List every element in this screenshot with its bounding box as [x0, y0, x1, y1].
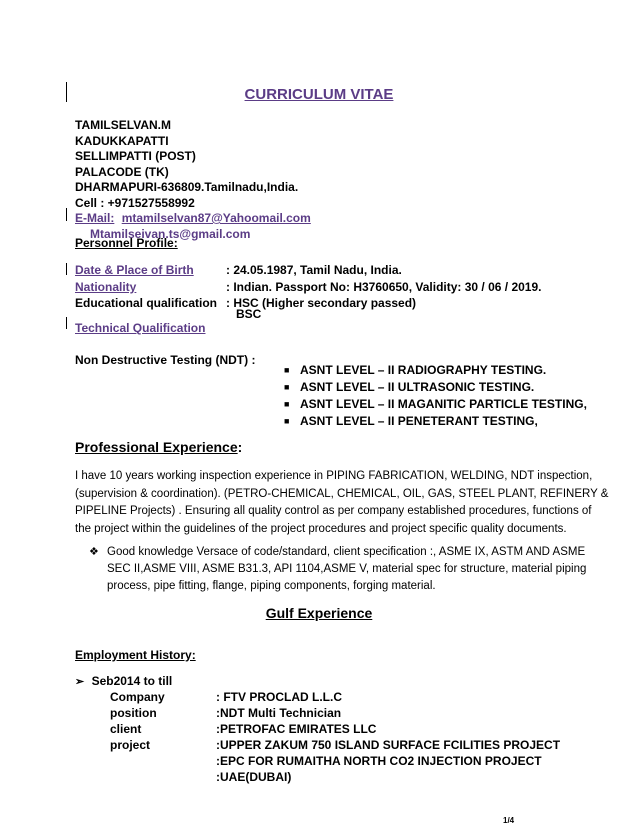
paragraph-line: the project within the guidelines of the project procedures and project specific quality documents.	[75, 522, 567, 535]
paragraph-line: PIPELINE Projects) . Ensuring all quality control as per company established procedures, functions of	[75, 505, 592, 517]
knowledge-line: SEC II,ASME VIII, ASME B31.3, API 1104,ASME V, material spec for structure, material piping	[107, 563, 587, 575]
position-value: :NDT Multi Technician	[216, 706, 342, 720]
nationality-value: : Indian. Passport No: H3760650, Validity: 30 / 06 / 2019.	[226, 280, 542, 294]
arrow-bullet-icon: ➢	[75, 676, 85, 688]
project-value-3: :UAE(DUBAI)	[216, 770, 292, 784]
paragraph-line: (supervision & coordination). (PETRO-CHEMICAL, CHEMICAL, OIL, GAS, STEEL PLANT, REFINERY &	[75, 487, 609, 500]
nationality-label: Nationality	[75, 280, 137, 294]
professional-paragraph	[75, 468, 609, 538]
margin-mark-dob	[66, 263, 67, 275]
email-link-1[interactable]: mtamilselvan87@Yahoomail.com	[121, 211, 311, 225]
ndt-label: Non Destructive Testing (NDT) :	[75, 353, 256, 367]
paragraph-line: I have 10 years working inspection experience in PIPING FABRICATION, WELDING, NDT inspection,	[75, 470, 593, 482]
email-label: E-Mail:	[75, 211, 115, 225]
education-value-1: : HSC (Higher secondary passed)	[226, 296, 417, 310]
project-value-2: :EPC FOR RUMAITHA NORTH CO2 INJECTION PROJECT	[216, 754, 542, 768]
square-bullet-icon: ■	[284, 382, 290, 392]
margin-mark-tech	[66, 317, 67, 329]
knowledge-line: Good knowledge Versace of code/standard, client specification :, ASME IX, ASTM AND ASME	[107, 546, 586, 558]
address-line: PALACODE (TK)	[75, 164, 169, 179]
professional-heading-colon: :	[237, 439, 243, 455]
email-row	[75, 211, 311, 227]
knowledge-line: process, pipe fitting, flange, piping components, forging material.	[107, 580, 436, 592]
project-value-1: :UPPER ZAKUM 750 ISLAND SURFACE FCILITIES PROJECT	[216, 738, 561, 752]
period-row	[75, 674, 172, 688]
personal-block	[75, 118, 311, 242]
dob-label: Date & Place of Birth	[75, 263, 194, 277]
client-value: :PETROFAC EMIRATES LLC	[216, 722, 377, 736]
square-bullet-icon: ■	[284, 399, 290, 409]
technical-heading: Technical Qualification	[75, 321, 206, 335]
cell-number: Cell : +971527558992	[75, 195, 195, 210]
square-bullet-icon: ■	[284, 416, 290, 426]
address-line: DHARMAPURI-636809.Tamilnadu,India.	[75, 180, 299, 194]
margin-mark-email	[66, 208, 67, 221]
company-value: : FTV PROCLAD L.L.C	[216, 690, 342, 704]
name: TAMILSELVAN.M	[75, 118, 171, 132]
professional-heading-text: Professional Experience	[75, 439, 238, 455]
dob-value: : 24.05.1987, Tamil Nadu, India.	[226, 263, 402, 277]
profile-heading: Personnel Profile:	[75, 236, 178, 250]
diamond-bullet-icon: ❖	[89, 546, 99, 558]
gulf-heading: Gulf Experience	[265, 605, 373, 621]
page-number: 1/4	[503, 816, 515, 825]
knowledge-block	[89, 544, 586, 595]
employment-history-heading: Employment History:	[75, 648, 196, 662]
education-value-2: BSC	[236, 307, 262, 321]
period: Seb2014 to till	[91, 674, 173, 688]
education-label: Educational qualification	[75, 296, 218, 310]
address-line: SELLIMPATTI (POST)	[75, 149, 196, 163]
company-label: Company	[110, 690, 165, 704]
client-label: client	[110, 722, 142, 736]
email-link-2[interactable]: Mtamilseivan.ts@gmail.com	[90, 226, 251, 241]
square-bullet-icon: ■	[284, 365, 290, 375]
address-line: KADUKKAPATTI	[75, 133, 169, 148]
position-label: position	[110, 706, 157, 720]
professional-heading	[75, 439, 242, 455]
project-label: project	[110, 738, 151, 752]
page-title: CURRICULUM VITAE	[244, 86, 394, 103]
